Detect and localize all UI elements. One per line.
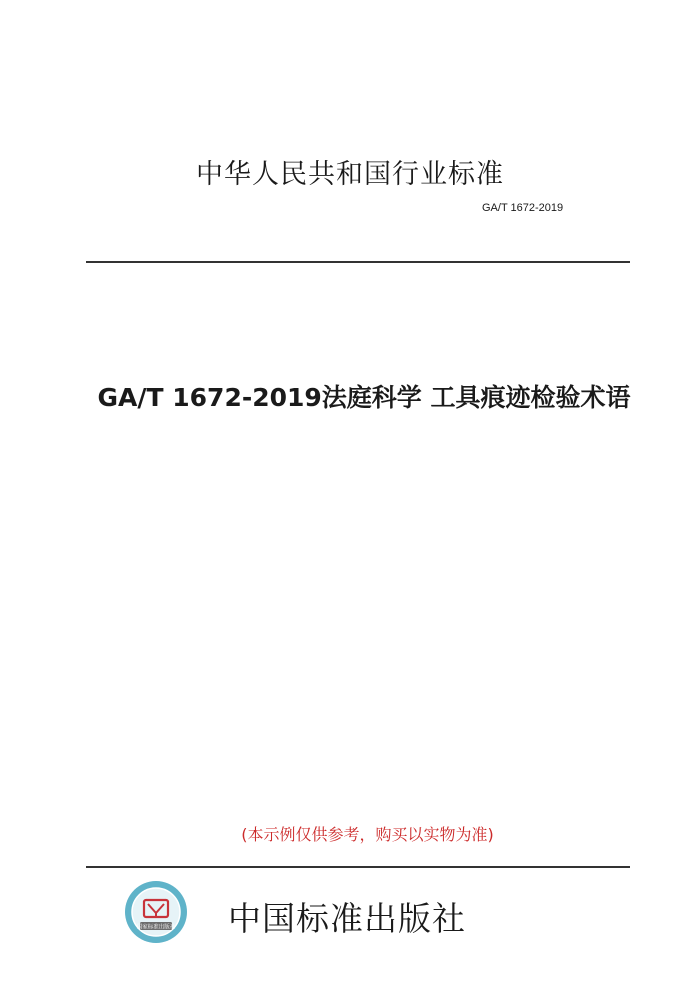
seal-graphic [124,880,188,944]
document-title: GA/T 1672-2019法庭科学 工具痕迹检验术语 [97,383,631,412]
standard-code: GA/T 1672-2019 [482,202,564,214]
publisher-seal-icon [124,880,188,944]
industry-standard-heading: 中华人民共和国行业标准 [196,159,504,190]
bottom-divider [86,866,630,868]
publisher-name: 中国标准出版社 [228,899,466,938]
seal-caption: 国家标准出版社 [136,924,176,931]
top-divider [86,261,630,263]
sample-notice: (本示例仅供参考，购买以实物为准) [241,825,494,844]
